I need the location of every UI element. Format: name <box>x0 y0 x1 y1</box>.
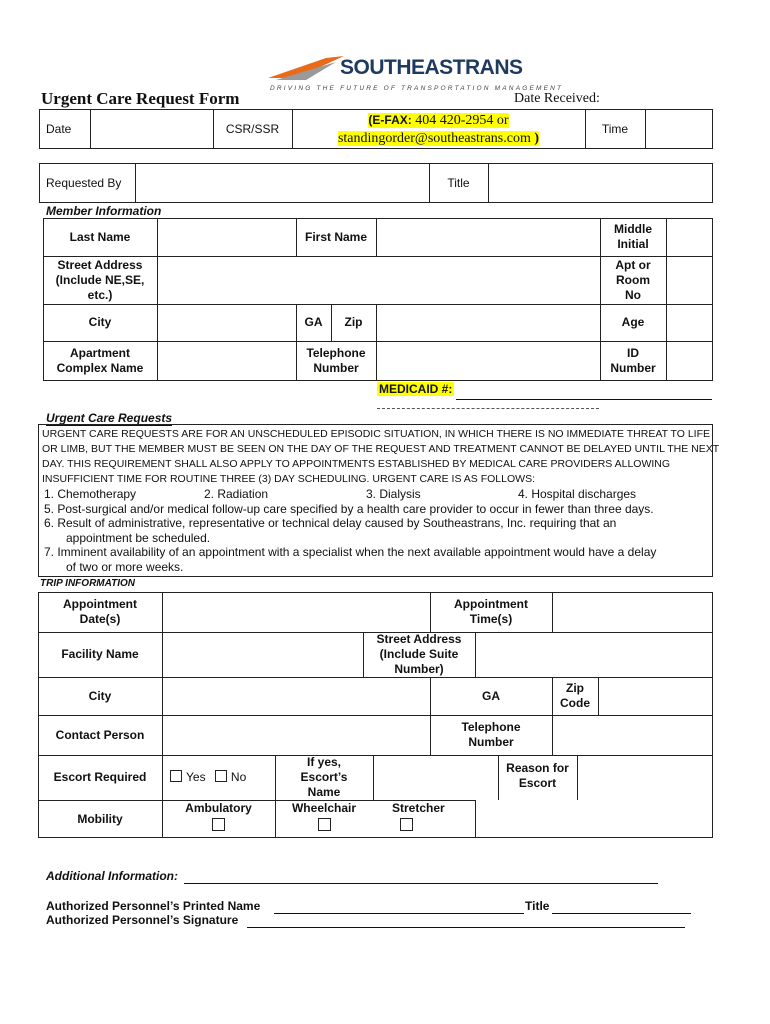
member-state-label: GA <box>304 315 323 329</box>
facility-city-label: City <box>88 688 112 703</box>
date-input[interactable] <box>91 110 212 148</box>
signature-label: Authorized Personnel’s Signature <box>46 913 239 927</box>
list-item: 3. Dialysis <box>366 487 421 501</box>
apartment-complex-label: Apartment Complex Name <box>56 346 144 375</box>
title-label: Title <box>447 175 470 190</box>
reason-for-escort-label: Reason for Escort <box>506 761 569 790</box>
list-item: appointment be scheduled. <box>66 530 211 545</box>
apt-room-label: Apt or Room No <box>615 257 651 302</box>
age-input[interactable] <box>667 305 712 340</box>
facility-street-input[interactable] <box>476 633 712 676</box>
footer-title-label: Title <box>525 899 550 913</box>
date-label: Date <box>46 121 72 136</box>
facility-name-input[interactable] <box>163 633 362 676</box>
escort-yes-option[interactable]: Yes <box>170 770 206 784</box>
time-input[interactable] <box>646 110 712 148</box>
contact-telephone-input[interactable] <box>553 716 712 754</box>
member-city-input[interactable] <box>158 305 295 340</box>
list-item: 6. Result of administrative, representative or technical delay caused by Southeastrans, Inc. requiring that an <box>44 516 617 531</box>
title-input[interactable] <box>489 164 712 202</box>
efax-email: standingorder@southeastrans.com <box>337 131 531 146</box>
first-name-input[interactable] <box>377 219 599 255</box>
contact-telephone-label: Telephone Number <box>461 720 521 749</box>
middle-initial-input[interactable] <box>667 219 712 255</box>
efax-number: 404 420-2954 or <box>411 113 509 128</box>
mobility-label: Mobility <box>77 811 123 826</box>
urgent-section-heading: Urgent Care Requests <box>46 411 173 425</box>
list-item: 2. Radiation <box>204 487 269 501</box>
swoosh-logo-icon <box>266 54 346 82</box>
member-section-heading: Member Information <box>46 204 162 218</box>
list-item: 5. Post-surgical and/or medical follow-up care specified by a health care provider to occur in fewer than three days. <box>44 501 654 516</box>
escort-options <box>170 770 246 784</box>
facility-zip-label: Zip Code <box>560 681 590 710</box>
urgent-care-list <box>44 487 712 575</box>
member-city-label: City <box>88 315 112 329</box>
facility-city-input[interactable] <box>163 678 429 714</box>
yes-checkbox[interactable] <box>170 770 182 782</box>
street-address-input[interactable] <box>158 257 599 303</box>
reason-for-escort-input[interactable] <box>578 756 712 837</box>
middle-initial-label: Middle Initial <box>614 222 652 251</box>
company-logo <box>266 54 564 96</box>
member-telephone-label: Telephone Number <box>306 346 366 375</box>
no-checkbox[interactable] <box>215 770 227 782</box>
logo-tagline: DRIVING THE FUTURE OF TRANSPORTATION MANAGEMENT <box>270 85 564 92</box>
id-number-input[interactable] <box>667 342 712 380</box>
facility-name-label: Facility Name <box>61 647 139 661</box>
medicaid-label: MEDICAID #: <box>379 382 453 396</box>
wheelchair-checkbox[interactable] <box>318 818 331 831</box>
efax-info: (E-FAX: 404 420-2954 or standingorder@southeastrans.com ) <box>337 113 540 146</box>
escort-name-label: If yes, Escort’s Name <box>300 755 348 799</box>
facility-state-label: GA <box>482 688 500 703</box>
list-item: 7. Imminent availability of an appointment with a specialist when the next available appointment would have a delay <box>44 545 657 560</box>
id-number-label: ID Number <box>610 346 656 375</box>
efax-label: (E-FAX: <box>368 113 412 127</box>
additional-info-label: Additional Information: <box>46 869 178 883</box>
list-item: 4. Hospital discharges <box>518 487 637 501</box>
printed-name-line[interactable] <box>274 913 524 914</box>
escort-name-input[interactable] <box>374 756 497 799</box>
last-name-label: Last Name <box>69 229 131 244</box>
requested-by-label: Requested By <box>46 175 122 190</box>
appointment-date-input[interactable] <box>163 593 429 631</box>
facility-zip-input[interactable] <box>599 678 712 714</box>
form-title: Urgent Care Request Form <box>41 89 240 108</box>
csr-ssr-label: CSR/SSR <box>225 121 280 136</box>
wheelchair-option[interactable]: Wheelchair <box>275 801 373 833</box>
appointment-time-input[interactable] <box>553 593 712 631</box>
stretcher-option[interactable]: Stretcher <box>392 801 445 833</box>
apartment-complex-input[interactable] <box>158 342 295 380</box>
escort-no-option[interactable]: No <box>215 770 246 784</box>
logo-brand-text: SOUTHEASTRANS <box>340 56 523 79</box>
member-telephone-input[interactable] <box>377 342 599 380</box>
contact-person-label: Contact Person <box>55 727 145 742</box>
footer-title-line[interactable] <box>552 913 691 914</box>
requested-by-input[interactable] <box>136 164 428 202</box>
urgent-description: URGENT CARE REQUESTS ARE FOR AN UNSCHEDULED EPISODIC SITUATION, IN WHICH THERE IS NO IMMEDIATE THREAT TO LIFE OR LIMB, BUT THE MEMBER MUST BE SEEN ON THE DAY OF THE REQUEST AND TREATMENT CANNOT BE DELAYED UNTIL THE NEXT DAY. THIS REQUIREMENT SHALL ALSO APPLY TO APPOINTMENTS ESTABLISHED BY MEDICAL CARE PROVIDERS ALLOWING INSUFFICIENT TIME FOR ROUTINE THREE (3) DAY SCHEDULING. URGENT CARE IS AS FOLLOWS: <box>42 428 720 485</box>
list-item: of two or more weeks. <box>66 559 184 574</box>
list-item: 1. Chemotherapy <box>44 487 137 501</box>
ambulatory-option[interactable]: Ambulatory <box>162 801 275 833</box>
appointment-time-label: Appointment Time(s) <box>454 597 528 626</box>
facility-street-label: Street Address (Include Suite Number) <box>376 632 462 676</box>
member-zip-label: Zip <box>344 315 363 329</box>
first-name-label: First Name <box>304 229 368 244</box>
ambulatory-checkbox[interactable] <box>212 818 225 831</box>
street-address-label: Street Address (Include NE,SE, etc.) <box>55 257 145 302</box>
signature-line[interactable] <box>247 927 685 928</box>
appointment-date-label: Appointment Date(s) <box>63 597 137 626</box>
escort-required-label: Escort Required <box>53 770 147 784</box>
stretcher-checkbox[interactable] <box>400 818 413 831</box>
additional-info-line[interactable] <box>184 883 658 884</box>
last-name-input[interactable] <box>158 219 295 255</box>
member-zip-input[interactable] <box>377 305 599 340</box>
age-label: Age <box>621 315 645 329</box>
time-label: Time <box>601 121 629 136</box>
apt-room-input[interactable] <box>667 257 712 303</box>
date-received-label: Date Received: <box>514 91 600 106</box>
trip-section-heading: TRIP INFORMATION <box>40 578 135 589</box>
printed-name-label: Authorized Personnel’s Printed Name <box>46 899 261 913</box>
contact-person-input[interactable] <box>163 716 429 754</box>
medicaid-dashes <box>377 400 599 409</box>
